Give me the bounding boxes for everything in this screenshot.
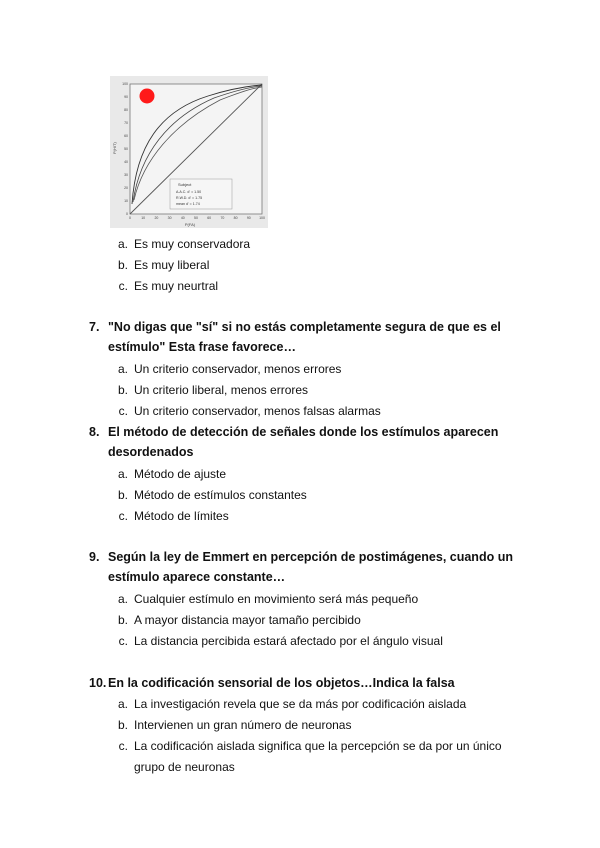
option-text: Es muy conservadora (134, 237, 251, 251)
x-tick-label: 20 (154, 216, 159, 220)
y-tick-label: 10 (124, 199, 128, 203)
question-text-cont: estímulo aparece constante… (108, 570, 286, 584)
option-text: La codificación aislada significa que la percepción se da por un único (134, 739, 502, 753)
legend-item: R.W.D. d' = 1.75 (176, 196, 203, 200)
option-letter: b. (117, 488, 128, 502)
y-tick-label: 40 (124, 160, 128, 164)
red-marker (140, 89, 155, 104)
option-text: La investigación revela que se da más por codificación aislada (134, 697, 467, 711)
question-number: 8. (89, 425, 100, 439)
option-letter: b. (117, 258, 128, 272)
option-letter: a. (117, 362, 128, 376)
q10-option-c-continuation (134, 760, 434, 774)
question-number: 7. (89, 320, 100, 334)
question-text: "No digas que "sí" si no estás completamente segura de que es el (108, 320, 501, 334)
option-text: Método de límites (134, 509, 229, 523)
legend-item: mean d' = 1.74 (176, 202, 200, 206)
legend-item: A.A.C. d' = 1.50 (176, 190, 202, 194)
option-letter: a. (117, 697, 128, 711)
option-letter: a. (117, 592, 128, 606)
legend-title: Subject (178, 182, 192, 187)
option-letter: a. (117, 467, 128, 481)
option-letter: c. (118, 404, 128, 418)
option-letter: b. (117, 613, 128, 627)
y-tick-label: 60 (124, 134, 128, 138)
option-text-cont: grupo de neuronas (134, 760, 235, 774)
y-tick-label: 20 (124, 186, 128, 190)
option-text: Intervienen un gran número de neuronas (134, 718, 352, 732)
option-text: Es muy neurtral (134, 279, 219, 293)
question-number: 9. (89, 550, 100, 564)
option-letter: b. (117, 718, 128, 732)
question-text-cont: estímulo" Esta frase favorece… (108, 340, 296, 354)
option-text: Cualquier estímulo en movimiento será más pequeño (134, 592, 419, 606)
option-text: Método de estímulos constantes (134, 488, 307, 502)
option-text: Un criterio conservador, menos falsas alarmas (134, 404, 381, 418)
x-tick-label: 80 (233, 216, 238, 220)
x-tick-label: 60 (207, 216, 212, 220)
option-text: Un criterio liberal, menos errores (134, 383, 309, 397)
roc-figure (110, 76, 268, 228)
option-text: Un criterio conservador, menos errores (134, 362, 342, 376)
question-text: El método de detección de señales donde los estímulos aparecen (108, 425, 499, 439)
option-letter: c. (118, 739, 128, 753)
option-letter: c. (118, 509, 128, 523)
question-text-cont: desordenados (108, 445, 194, 459)
y-tick-label: 80 (124, 108, 128, 112)
option-text: Método de ajuste (134, 467, 227, 481)
y-tick-label: 90 (124, 95, 128, 99)
x-tick-label: 0 (129, 216, 131, 220)
option-text: La distancia percibida estará afectado por el ángulo visual (134, 634, 443, 648)
x-tick-label: 50 (194, 216, 198, 220)
x-tick-label: 30 (167, 216, 172, 220)
option-letter: a. (117, 237, 128, 251)
question-text: En la codificación sensorial de los objetos…Indica la falsa (108, 676, 455, 690)
question-number: 10. (89, 676, 107, 690)
x-tick-label: 90 (246, 216, 251, 220)
roc-plot (110, 76, 268, 228)
legend (170, 179, 232, 209)
option-letter: c. (118, 279, 128, 293)
option-text: A mayor distancia mayor tamaño percibido (134, 613, 361, 627)
x-tick-label: 40 (180, 216, 185, 220)
y-tick-label: 50 (124, 147, 128, 151)
x-tick-label: 100 (259, 216, 265, 220)
x-tick-label: 10 (141, 216, 146, 220)
y-tick-label: 30 (124, 173, 128, 177)
option-letter: c. (118, 634, 128, 648)
x-axis-label: P(FA) (184, 222, 196, 227)
x-tick-label: 70 (220, 216, 225, 220)
y-tick-label: 70 (124, 121, 128, 125)
question-text: Según la ley de Emmert en percepción de postimágenes, cuando un (108, 550, 513, 564)
option-letter: b. (117, 383, 128, 397)
option-text: Es muy liberal (134, 258, 210, 272)
y-tick-label: 100 (122, 82, 128, 86)
y-tick-label: 0 (126, 212, 128, 216)
y-axis-label: P(HIT) (112, 142, 117, 154)
